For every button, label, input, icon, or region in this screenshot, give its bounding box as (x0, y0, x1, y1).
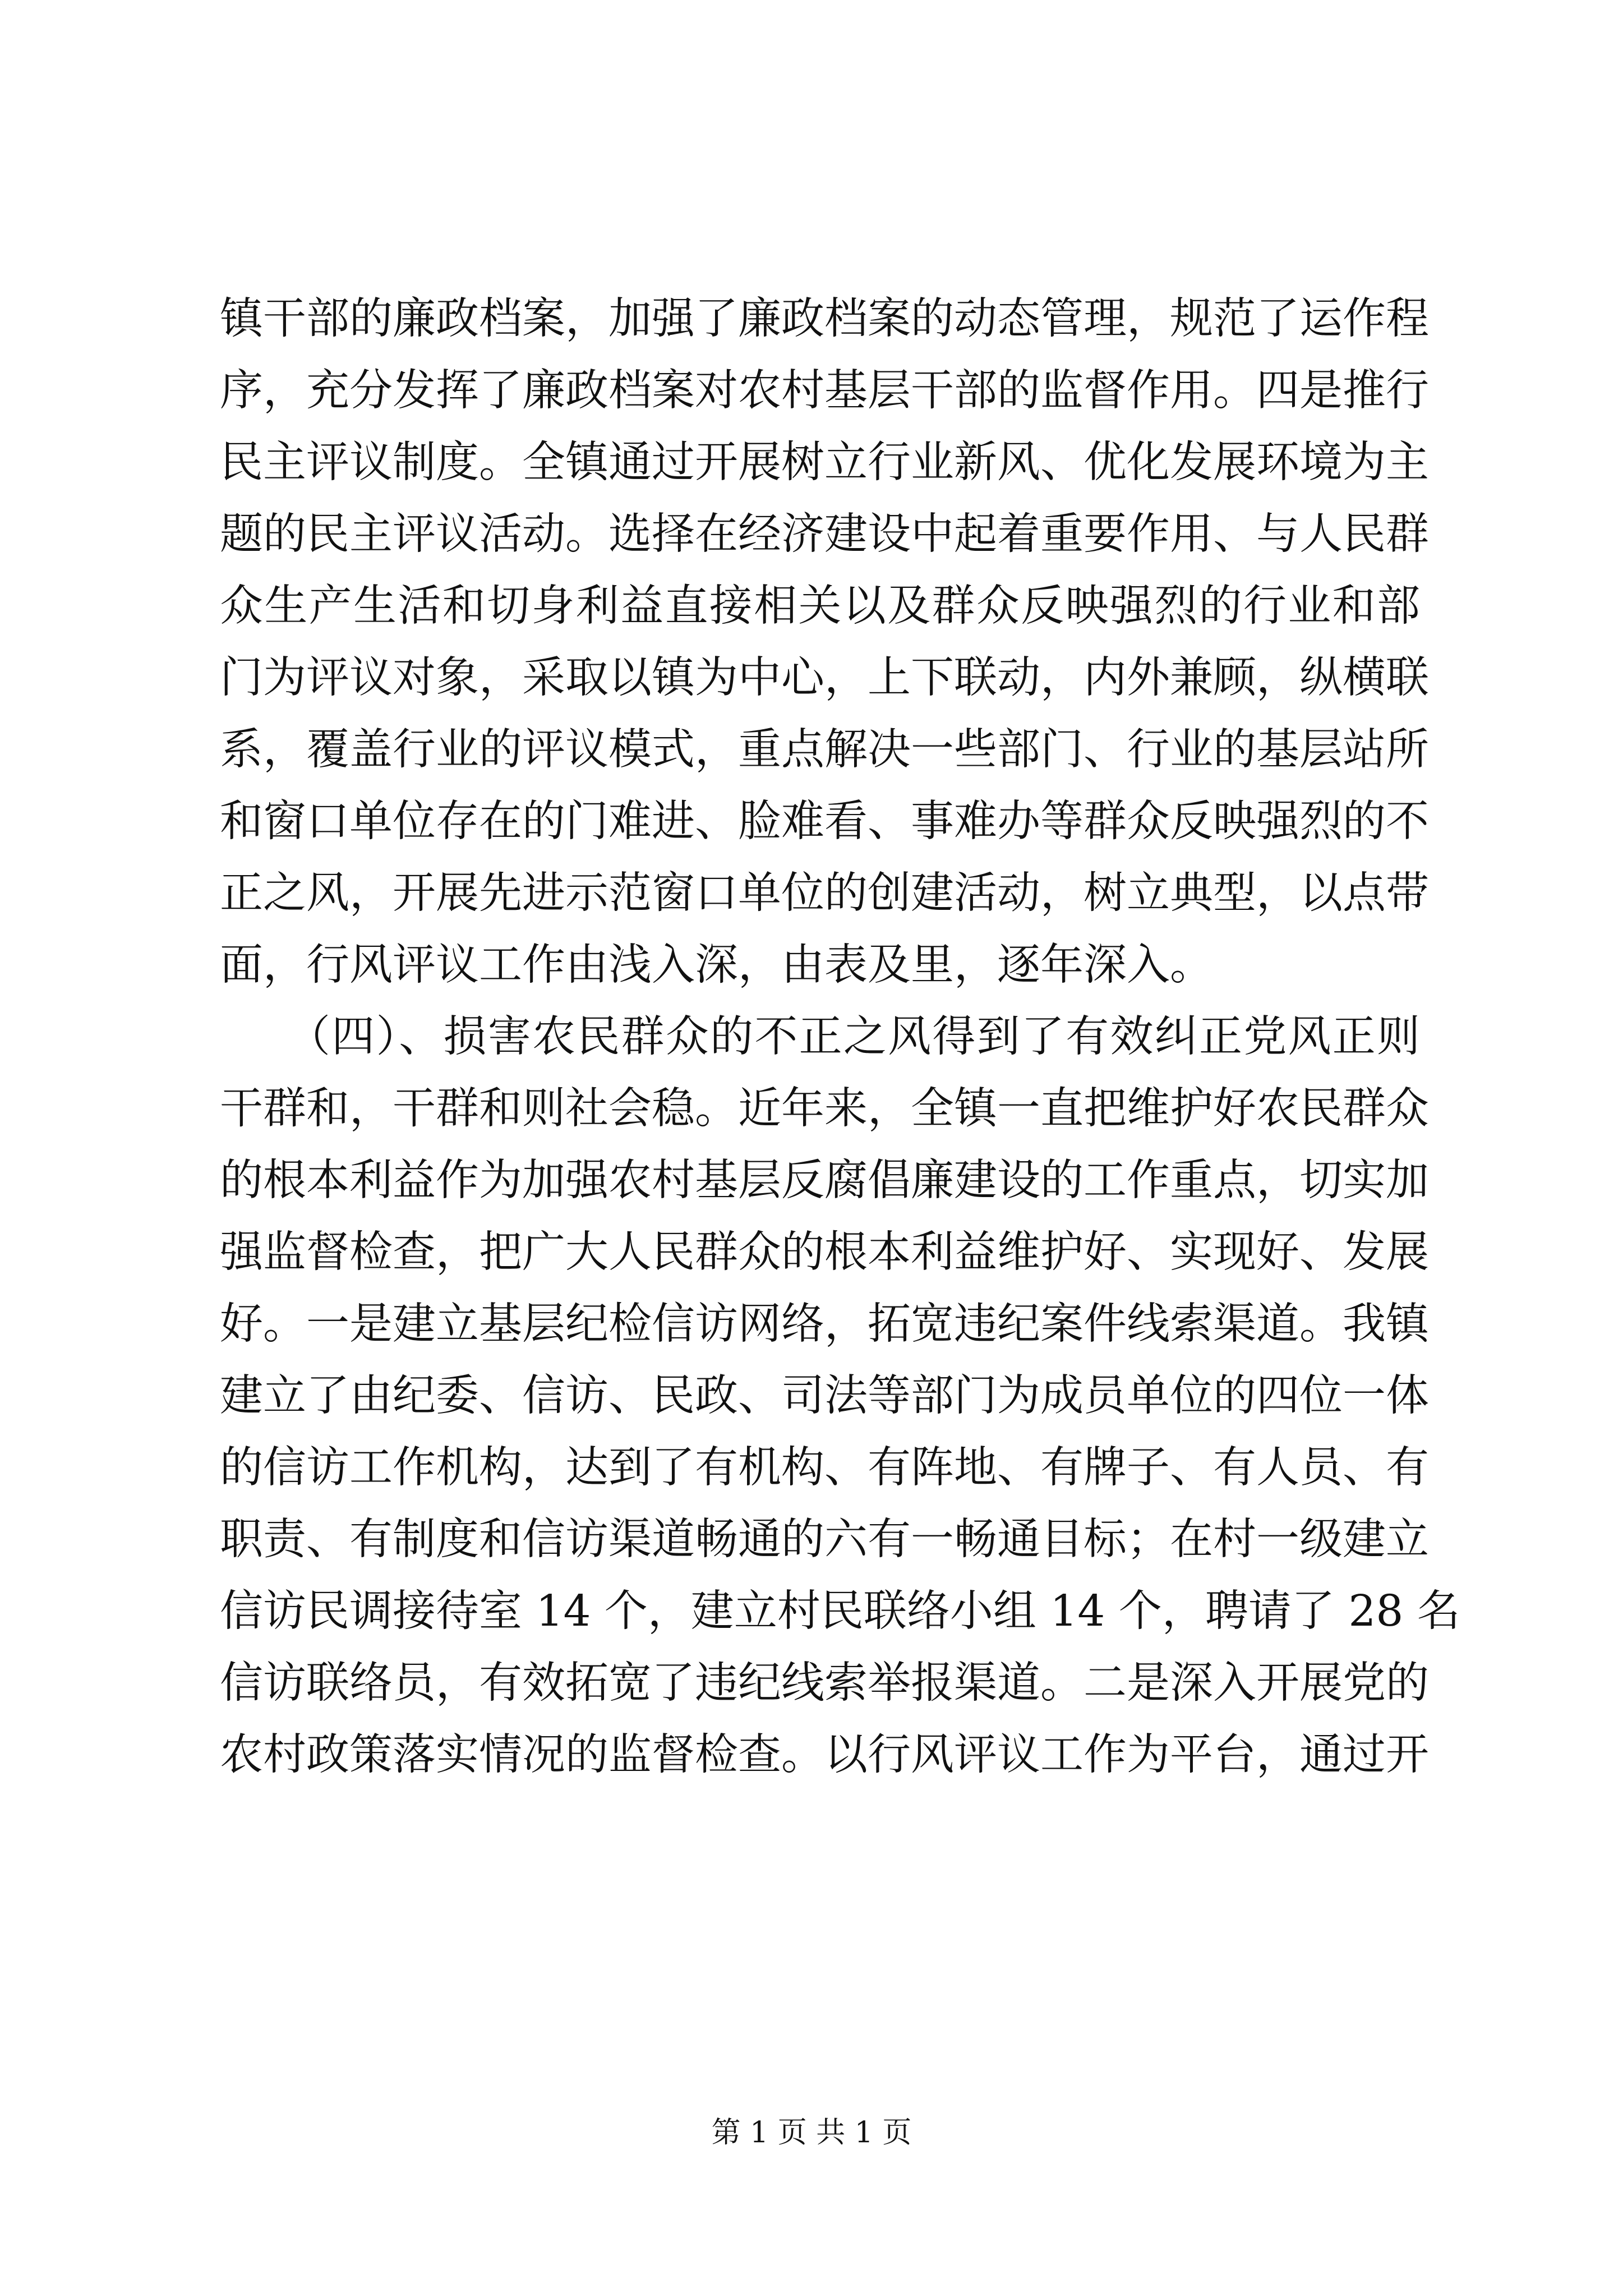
text-line: 信访联络员，有效拓宽了违纪线索举报渠道。二是深入开展党的 (220, 1658, 1429, 1708)
text-line: 和窗口单位存在的门难进、脸难看、事难办等群众反映强烈的不 (220, 797, 1429, 846)
text-line: 民主评议制度。全镇通过开展树立行业新风、优化发展环境为主 (220, 438, 1429, 487)
page-footer: 第 1 页 共 1 页 (711, 2116, 912, 2150)
text-line: 镇干部的廉政档案，加强了廉政档案的动态管理，规范了运作程 (220, 294, 1429, 344)
text-line: 建立了由纪委、信访、民政、司法等部门为成员单位的四位一体 (220, 1371, 1429, 1421)
body-text (220, 283, 1460, 1791)
text-line: 的根本利益作为加强农村基层反腐倡廉建设的工作重点，切实加 (220, 1156, 1429, 1205)
text-line: 正之风，开展先进示范窗口单位的创建活动，树立典型，以点带 (220, 868, 1429, 918)
text-line: 职责、有制度和信访渠道畅通的六有一畅通目标；在村一级建立 (220, 1515, 1429, 1565)
text-line: 系，覆盖行业的评议模式，重点解决一些部门、行业的基层站所 (220, 725, 1429, 775)
text-line: 序，充分发挥了廉政档案对农村基层干部的监督作用。四是推行 (220, 366, 1429, 416)
text-line: 农村政策落实情况的监督检查。以行风评议工作为平台，通过开 (220, 1730, 1429, 1780)
text-line: 强监督检查，把广大人民群众的根本利益维护好、实现好、发展 (220, 1227, 1429, 1277)
text-line: 门为评议对象，采取以镇为中心，上下联动，内外兼顾，纵横联 (220, 653, 1429, 703)
text-line: 信访民调接待室 14 个，建立村民联络小组 14 个，聘请了 28 名 (220, 1586, 1460, 1636)
text-line: 题的民主评议活动。选择在经济建设中起着重要作用、与人民群 (220, 509, 1429, 559)
text-line: 好。一是建立基层纪检信访网络，拓宽违纪案件线索渠道。我镇 (220, 1299, 1429, 1349)
text-line: 众生产生活和切身利益直接相关以及群众反映强烈的行业和部 (220, 581, 1420, 631)
text-line: 面，行风评议工作由浅入深，由表及里，逐年深入。 (220, 940, 1213, 990)
text-line: （四）、损害农民群众的不正之风得到了有效纠正党风正则 (220, 1012, 1420, 1062)
text-line: 的信访工作机构，达到了有机构、有阵地、有牌子、有人员、有 (220, 1443, 1429, 1493)
text-line: 干群和，干群和则社会稳。近年来，全镇一直把维护好农民群众 (220, 1084, 1429, 1134)
